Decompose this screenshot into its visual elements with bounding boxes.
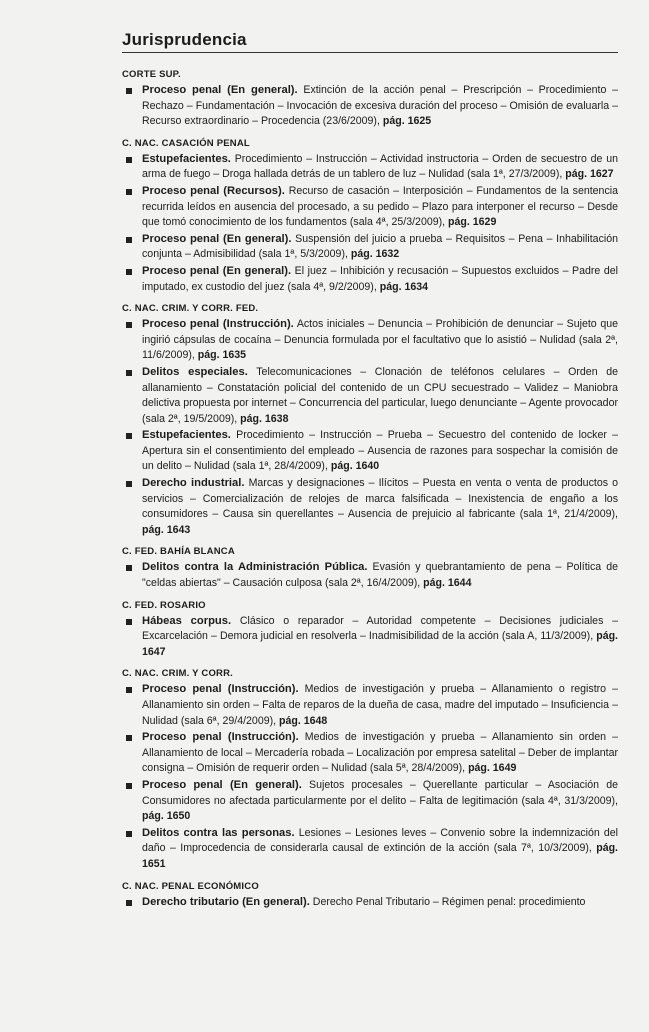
- court-heading: C. FED. BAHÍA BLANCA: [122, 546, 235, 558]
- square-bullet-icon: [126, 900, 132, 906]
- page-reference[interactable]: pág. 1644: [423, 577, 472, 590]
- page-reference[interactable]: pág. 1651: [142, 842, 618, 870]
- entry-topic: Estupefacientes.: [142, 152, 231, 165]
- entry-topic: Hábeas corpus.: [142, 614, 232, 627]
- page-reference[interactable]: pág. 1635: [197, 349, 247, 362]
- entry-topic: Proceso penal (En general).: [142, 232, 292, 245]
- page-reference[interactable]: pág. 1643: [142, 523, 191, 536]
- case-entry: [122, 264, 618, 295]
- entry-text: Clásico o reparador – Autoridad competente – Decisiones judiciales – Excarcelación – Demora judicial en resolverla – Inadmisibilidad de la acción (sala A, 11/3/2009),: [142, 614, 618, 643]
- page-reference[interactable]: pág. 1627: [565, 168, 614, 181]
- square-bullet-icon: [126, 157, 132, 163]
- court-section: [122, 69, 618, 130]
- page-reference[interactable]: pág. 1649: [468, 762, 517, 775]
- square-bullet-icon: [126, 619, 132, 625]
- entry-topic: Delitos contra las personas.: [142, 826, 295, 839]
- entry-topic: Proceso penal (En general).: [142, 264, 292, 277]
- square-bullet-icon: [126, 687, 132, 693]
- square-bullet-icon: [126, 269, 132, 275]
- court-heading: C. FED. ROSARIO: [122, 599, 206, 611]
- court-heading: C. NAC. CRIM. Y CORR. FED.: [122, 303, 259, 315]
- square-bullet-icon: [126, 322, 132, 328]
- square-bullet-icon: [126, 189, 132, 195]
- court-section: [122, 138, 618, 295]
- case-entry: [122, 778, 618, 825]
- entry-topic: Derecho tributario (En general).: [142, 895, 310, 908]
- square-bullet-icon: [126, 783, 132, 789]
- case-entry: [122, 614, 618, 661]
- square-bullet-icon: [126, 370, 132, 376]
- case-entry: [122, 317, 618, 364]
- entry-text: Actos iniciales – Denuncia – Prohibición de denunciar – Sujeto que ingirió cápsulas de cocaína – Denuncia formulada por el facultativo que lo asistió – Nulidad (sala 2ª, 11/6/2009),: [142, 318, 618, 362]
- entry-text: Marcas y designaciones – Ilícitos – Puesta en venta o venta de productos o servicios – Comercialización de relojes de marca falsificada – Inexistencia de engaño a los consumidores – Causa sin querellantes – Ausencia de prejuicio al fabricante (sala 1ª, 21/4/2009),: [142, 477, 618, 521]
- page-content: [122, 30, 618, 918]
- court-heading: C. NAC. CRIM. Y CORR.: [122, 668, 233, 680]
- entry-text: Telecomunicaciones – Clonación de teléfonos celulares – Orden de allanamiento – Constatación policial del contenido de un CPU secuestrado – Validez – Maniobra delictiva propuesta por internet – Concurrencia del particular, luego denunciante – Agente provocador (sala 2ª, 19/5/2009),: [142, 365, 618, 425]
- square-bullet-icon: [126, 735, 132, 741]
- page-reference[interactable]: pág. 1638: [240, 412, 289, 425]
- case-entry: [122, 895, 618, 911]
- entry-topic: Proceso penal (Instrucción).: [142, 731, 299, 744]
- entry-topic: Proceso penal (Instrucción).: [142, 318, 294, 331]
- entry-topic: Proceso penal (En general).: [142, 778, 302, 791]
- entry-text: Lesiones – Lesiones leves – Convenio sobre la indemnización del daño – Improcedencia de considerarla causal de extinción de la acción (sala 7ª, 10/3/2009),: [142, 826, 619, 855]
- page-reference[interactable]: pág. 1634: [379, 280, 429, 293]
- court-section: [122, 668, 618, 872]
- entry-topic: Proceso penal (Instrucción).: [142, 683, 299, 696]
- page-reference[interactable]: pág. 1632: [350, 248, 400, 261]
- jurisprudence-list: [122, 69, 618, 910]
- entry-text: Suspensión del juicio a prueba – Requisitos – Pena – Inhabilitación conjunta – Admisibilidad (sala 1ª, 5/3/2009),: [142, 232, 618, 261]
- court-section: [122, 600, 618, 661]
- case-entry: [122, 232, 618, 263]
- entry-topic: Estupefacientes.: [142, 429, 231, 442]
- entry-text: Evasión y quebrantamiento de pena – Política de "celdas abiertas" – Causación culposa (sala 2ª, 16/4/2009),: [142, 561, 618, 590]
- page-title: Jurisprudencia: [122, 30, 618, 53]
- page-reference[interactable]: pág. 1650: [142, 810, 191, 823]
- entry-topic: Delitos contra la Administración Pública.: [142, 561, 368, 574]
- court-section: [122, 303, 618, 538]
- court-heading: C. NAC. PENAL ECONÓMICO: [122, 880, 259, 892]
- square-bullet-icon: [126, 565, 132, 571]
- entry-text: Medios de investigación y prueba – Allanamiento sin orden – Allanamiento de local – Mercadería robada – Localización por empresa satelital – Deber de implantar consigna – Omisión de requerir orden – Nulidad (sala 5ª, 28/4/2009),: [142, 731, 618, 775]
- square-bullet-icon: [126, 237, 132, 243]
- page-reference[interactable]: pág. 1625: [382, 115, 432, 128]
- entry-text: Recurso de casación – Interposición – Fundamentos de la sentencia recurrida leídos en ausencia del procesado, a su pedido – Plazo para interponer el recurso – Desde que tomó conocimiento de los fundamentos (sala 4ª, 25/3/2009),: [142, 184, 618, 229]
- entry-topic: Proceso penal (Recursos).: [142, 184, 285, 197]
- case-entry: [122, 476, 618, 538]
- case-entry: [122, 730, 618, 777]
- entry-topic: Derecho industrial.: [142, 477, 245, 490]
- entry-text: Medios de investigación y prueba – Allanamiento o registro – Allanamiento sin orden – Falta de reparos de la dueña de casa, madre del imputado – Insuficiencia – Nulidad (sala 6ª, 29/4/2009),: [142, 683, 618, 727]
- case-entry: [122, 826, 618, 873]
- case-entry: [122, 152, 618, 183]
- entry-text: Extinción de la acción penal – Prescripción – Procedimiento – Rechazo – Fundamentación – Invocación de excesiva duración del proceso – Omisión de evaluarla – Recurso extraordinario – Procedencia (23/6/2009),: [142, 84, 618, 128]
- court-section: [122, 546, 618, 591]
- court-heading: CORTE SUP.: [122, 69, 181, 80]
- entry-topic: Proceso penal (En general).: [142, 84, 298, 96]
- entry-text: El juez – Inhibición y recusación – Supuestos excluidos – Padre del imputado, ex custodio del juez (sala 4ª, 9/2/2009),: [142, 264, 618, 293]
- entry-text: Derecho Penal Tributario – Régimen penal: procedimiento: [312, 895, 586, 908]
- entry-text: Sujetos procesales – Querellante particular – Asociación de Consumidores no afectada particularmente por el delito – Falta de legitimación (sala 4ª, 31/3/2009),: [142, 778, 618, 807]
- case-entry: [122, 184, 618, 231]
- square-bullet-icon: [126, 481, 132, 487]
- square-bullet-icon: [126, 88, 132, 94]
- case-entry: [122, 365, 618, 427]
- page-reference[interactable]: pág. 1629: [448, 216, 497, 229]
- page-reference[interactable]: pág. 1647: [142, 630, 618, 658]
- square-bullet-icon: [126, 433, 132, 439]
- entry-text: Procedimiento – Instrucción – Actividad instructoria – Orden de secuestro de un arma de fuego – Droga hallada detrás de un tablero de luz – Nulidad (sala 1ª, 27/3/2009),: [142, 152, 618, 181]
- case-entry: [122, 560, 618, 591]
- page-reference[interactable]: pág. 1648: [279, 714, 328, 727]
- court-section: [122, 881, 618, 911]
- case-entry: [122, 428, 618, 475]
- square-bullet-icon: [126, 831, 132, 837]
- entry-topic: Delitos especiales.: [142, 365, 248, 378]
- case-entry: [122, 682, 618, 729]
- court-heading: C. NAC. CASACIÓN PENAL: [122, 137, 250, 149]
- case-entry: [122, 83, 618, 130]
- entry-text: Procedimiento – Instrucción – Prueba – Secuestro del contenido de locker – Apertura sin el consentimiento del empleado – Ausencia de razones para sospechar la comisión de un delito – Nulidad (sala 1ª, 28/4/2009),: [142, 429, 618, 473]
- page-reference[interactable]: pág. 1640: [330, 460, 380, 473]
